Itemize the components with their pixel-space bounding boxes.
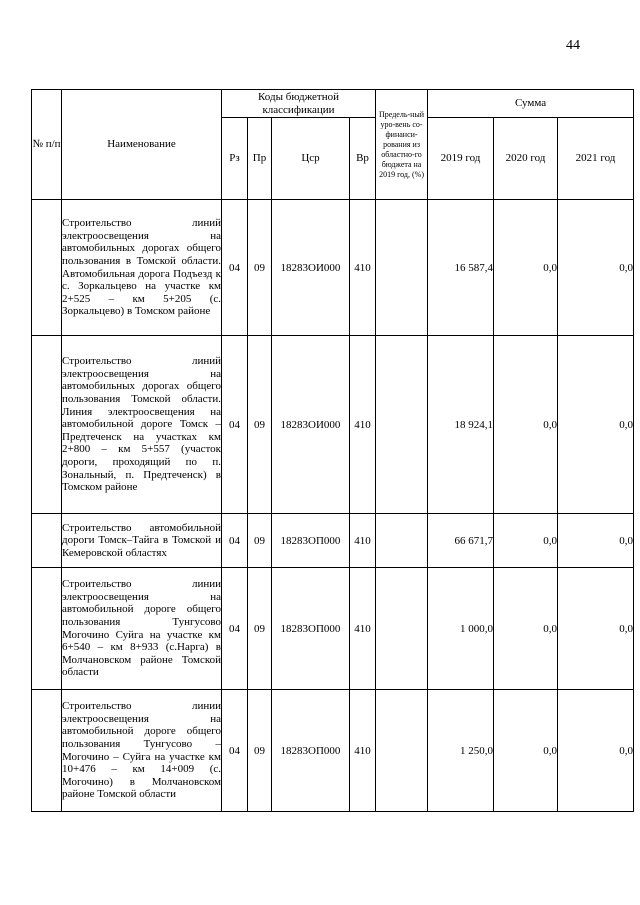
row-vr: 410: [350, 690, 376, 812]
row-2021: 0,0: [558, 690, 634, 812]
row-name: Строительство линии электроосвещения на автомобильной дороге общего пользования Тунгусово Могочино Суйга на участке км 6+540 – км 8+933 (с.Нарга) в Молчановском районе Томской области: [62, 568, 222, 690]
row-csr: 18283ОП000: [272, 568, 350, 690]
header-cofinancing-limit: Предель-ный уро-вень со-финанси-рования из областно-го бюджета на 2019 год, (%): [376, 90, 428, 200]
row-2021: 0,0: [558, 568, 634, 690]
header-2020: 2020 год: [494, 118, 558, 200]
row-2021: 0,0: [558, 336, 634, 514]
row-num: [32, 514, 62, 568]
row-rz: 04: [222, 690, 248, 812]
table-row: [32, 514, 634, 568]
table-row: [32, 690, 634, 812]
header-vr: Вр: [350, 118, 376, 200]
header-rz: Рз: [222, 118, 248, 200]
table-row: [32, 336, 634, 514]
header-csr: Цср: [272, 118, 350, 200]
header-2021: 2021 год: [558, 118, 634, 200]
row-rz: 04: [222, 200, 248, 336]
row-csr: 18283ОИ000: [272, 336, 350, 514]
row-rz: 04: [222, 514, 248, 568]
row-csr: 18283ОП000: [272, 690, 350, 812]
row-csr: 18283ОП000: [272, 514, 350, 568]
row-pr: 09: [248, 514, 272, 568]
row-limit: [376, 514, 428, 568]
row-2019: 1 250,0: [428, 690, 494, 812]
header-sum: Сумма: [428, 90, 634, 118]
row-2020: 0,0: [494, 568, 558, 690]
row-pr: 09: [248, 336, 272, 514]
row-limit: [376, 200, 428, 336]
header-row-1: [32, 90, 634, 118]
row-vr: 410: [350, 568, 376, 690]
row-num: [32, 568, 62, 690]
header-2019: 2019 год: [428, 118, 494, 200]
row-name: Строительство линий электроосвещения на автомобильных дорогах общего пользования Томской области. Линия электроосвещения на автомобильной дороге Томск – Предтеченск на участках км 2+800 – км 5+557 (участок дороги, проходящий по п. Зональный, п. Предтеченск) в Томском районе: [62, 336, 222, 514]
row-name: Строительство линии электроосвещения на автомобильной дороге общего пользования Тунгусово – Могочино – Суйга на участке км 10+476 – км 14+009 (с. Могочино) в Молчановском районе Томской области: [62, 690, 222, 812]
header-budget-codes: Коды бюджетной классификации: [222, 90, 376, 118]
row-2019: 16 587,4: [428, 200, 494, 336]
header-name: Наименование: [62, 90, 222, 200]
row-limit: [376, 568, 428, 690]
row-2019: 18 924,1: [428, 336, 494, 514]
header-num: № п/п: [32, 90, 62, 200]
row-2021: 0,0: [558, 200, 634, 336]
row-pr: 09: [248, 200, 272, 336]
table-row: [32, 568, 634, 690]
row-2020: 0,0: [494, 200, 558, 336]
row-2019: 66 671,7: [428, 514, 494, 568]
table-row: [32, 200, 634, 336]
row-num: [32, 690, 62, 812]
row-num: [32, 336, 62, 514]
row-num: [32, 200, 62, 336]
row-name: Строительство линий электроосвещения на автомобильных дорогах общего пользования в Томской области. Автомобильная дорога Подъезд к с. Зоркальцево на участке км 2+525 – км 5+205 (с. Зоркальцево) в Томском районе: [62, 200, 222, 336]
page-number: 44: [566, 38, 580, 53]
row-rz: 04: [222, 336, 248, 514]
row-csr: 18283ОИ000: [272, 200, 350, 336]
row-rz: 04: [222, 568, 248, 690]
row-limit: [376, 336, 428, 514]
row-vr: 410: [350, 514, 376, 568]
row-2020: 0,0: [494, 514, 558, 568]
row-2020: 0,0: [494, 336, 558, 514]
row-2019: 1 000,0: [428, 568, 494, 690]
row-name: Строительство автомобильной дороги Томск–Тайга в Томской и Кемеровской областях: [62, 514, 222, 568]
row-2020: 0,0: [494, 690, 558, 812]
row-vr: 410: [350, 336, 376, 514]
budget-table: [31, 89, 634, 812]
row-pr: 09: [248, 568, 272, 690]
row-vr: 410: [350, 200, 376, 336]
row-pr: 09: [248, 690, 272, 812]
row-2021: 0,0: [558, 514, 634, 568]
header-pr: Пр: [248, 118, 272, 200]
row-limit: [376, 690, 428, 812]
